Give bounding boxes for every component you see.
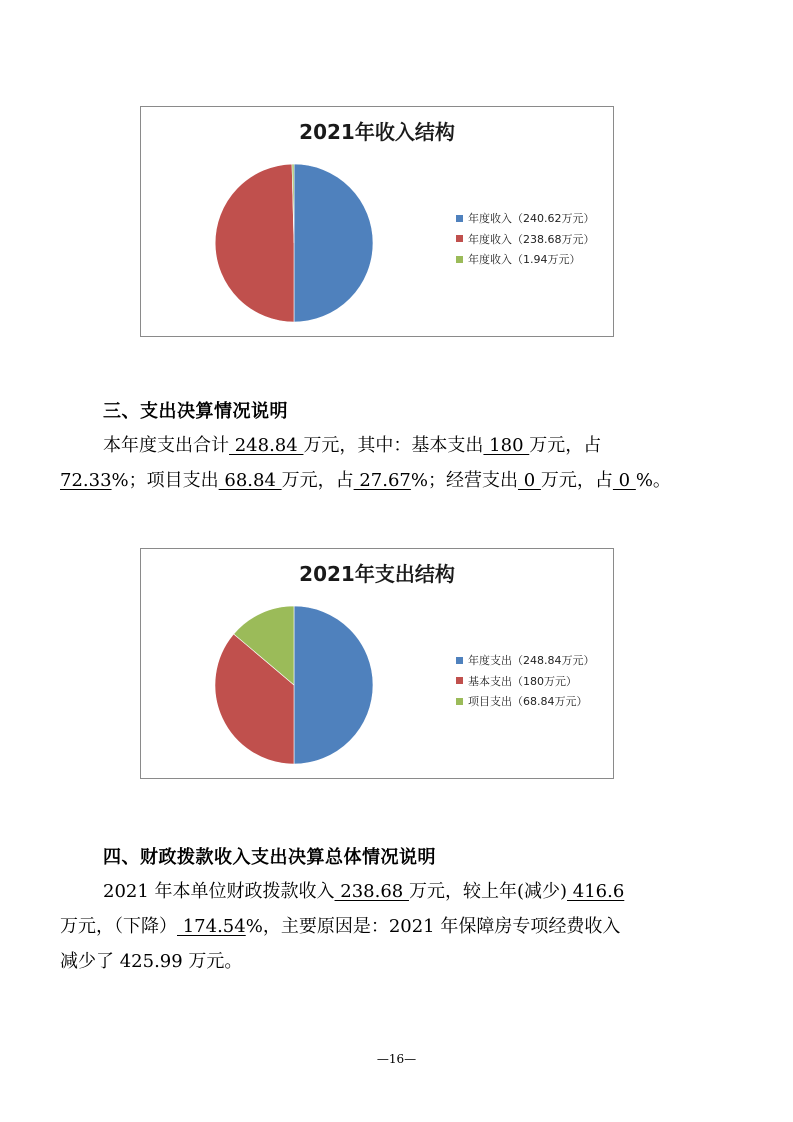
legend-swatch-blue xyxy=(456,657,463,664)
legend-item: 年度收入（238.68万元） xyxy=(456,229,595,250)
legend-item: 年度收入（1.94万元） xyxy=(456,249,595,270)
legend-swatch-green xyxy=(456,698,463,705)
income-legend xyxy=(456,208,595,270)
decrease-percent: 174.54 xyxy=(177,916,246,937)
legend-swatch-red xyxy=(456,235,463,242)
expense-chart xyxy=(140,548,614,779)
legend-item: 基本支出（180万元） xyxy=(456,671,595,692)
operating-expense-percent: 0 xyxy=(612,470,636,491)
section4-heading: 四、财政拨款收入支出决算总体情况说明 xyxy=(103,847,436,868)
section3-paragraph: 本年度支出合计 248.84 万元，其中：基本支出 180 万元，占 72.33%；项目支出 68.84 万元，占 27.67%；经营支出 0 万元，占 0 %。 xyxy=(60,435,671,491)
income-chart-title: 2021年收入结构 xyxy=(299,120,455,144)
legend-item: 年度支出（248.84万元） xyxy=(456,650,595,671)
total-expense-value: 248.84 xyxy=(229,435,304,456)
basic-expense-value: 180 xyxy=(483,435,530,456)
expense-legend xyxy=(456,650,595,712)
section3-heading: 三、支出决算情况说明 xyxy=(103,401,288,422)
legend-swatch-blue xyxy=(456,215,463,222)
page-number: —16— xyxy=(376,1052,417,1066)
section4-paragraph: 2021 年本单位财政拨款收入 238.68 万元，较上年(减少) 416.6 万元，（下降） 174.54%，主要原因是：2021 年保障房专项经费收入 减少了 425.99 万元。 xyxy=(60,881,625,972)
pie-slice xyxy=(294,164,373,322)
legend-swatch-red xyxy=(456,677,463,684)
legend-item: 项目支出（68.84万元） xyxy=(456,691,595,712)
project-expense-percent: 27.67 xyxy=(353,470,411,491)
legend-item: 年度收入（240.62万元） xyxy=(456,208,595,229)
income-chart xyxy=(140,106,614,337)
decrease-value: 416.6 xyxy=(567,881,625,902)
project-expense-value: 68.84 xyxy=(218,470,282,491)
operating-expense-value: 0 xyxy=(518,470,541,491)
legend-swatch-green xyxy=(456,256,463,263)
pie-slice xyxy=(294,606,373,764)
fiscal-income-value: 238.68 xyxy=(334,881,409,902)
expense-chart-title: 2021年支出结构 xyxy=(299,562,455,586)
pie-slice xyxy=(215,164,294,322)
basic-expense-percent: 72.33 xyxy=(60,470,112,491)
